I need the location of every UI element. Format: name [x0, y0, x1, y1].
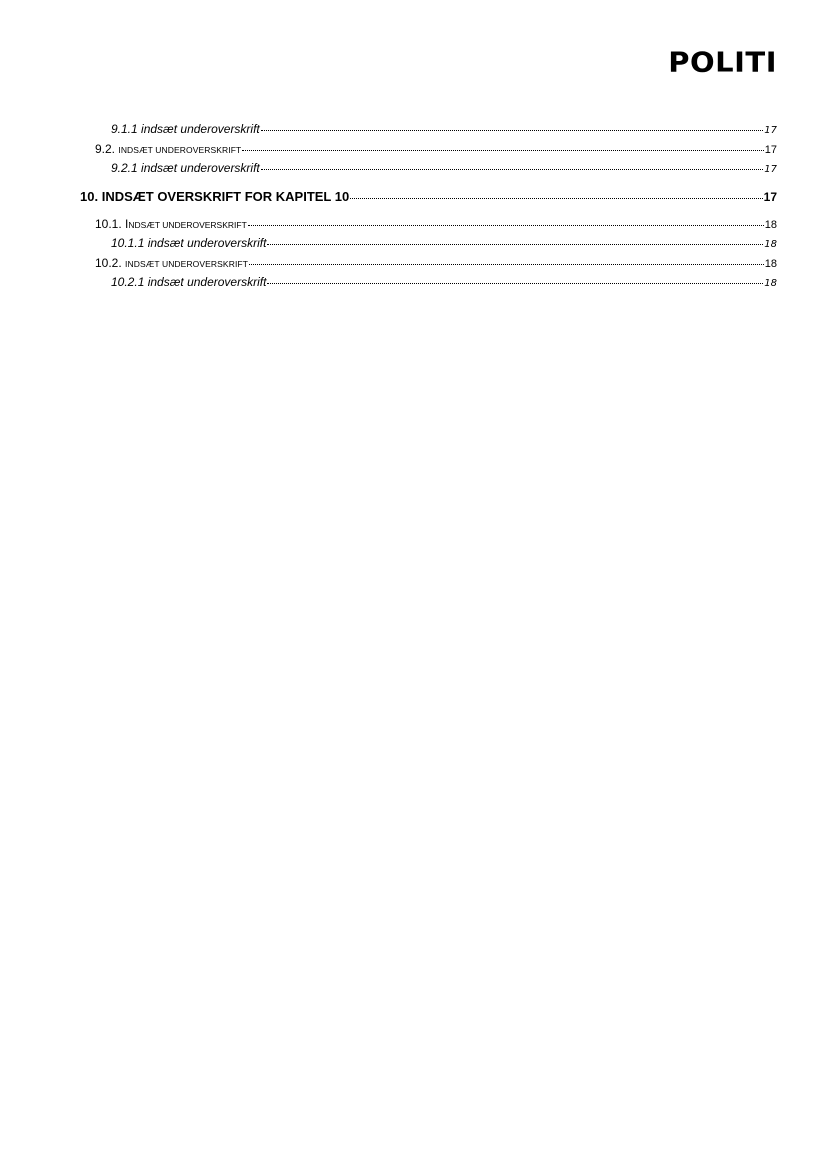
toc-leader: [248, 225, 764, 226]
toc-title: INDSÆT OVERSKRIFT FOR KAPITEL 10: [101, 189, 350, 204]
toc-entry-10-2[interactable]: [95, 257, 777, 270]
toc-page-number: 18: [764, 239, 777, 250]
toc-number: 9.1.1: [111, 122, 138, 136]
toc-leader: [261, 169, 764, 170]
toc-number: 10.: [80, 189, 99, 204]
toc-page-number: 18: [764, 278, 777, 289]
toc-number: 9.2.: [95, 142, 116, 156]
toc-page-number: 18: [764, 258, 777, 270]
toc-page-number: 17: [764, 164, 777, 175]
toc-title: INDSÆT UNDEROVERSKRIFT: [118, 145, 242, 155]
toc-entry-10[interactable]: [80, 190, 777, 203]
toc-leader: [267, 244, 763, 245]
toc-number: 9.2.1: [111, 161, 138, 175]
toc-entry-10-2-1[interactable]: [111, 276, 777, 289]
toc-title-rest: NDSÆT UNDEROVERSKRIFT: [128, 220, 247, 230]
toc-entry-9-2-1[interactable]: [111, 162, 777, 175]
toc-leader: [249, 264, 764, 265]
toc-number: 10.2.: [95, 256, 122, 270]
toc-entry-9-2[interactable]: [95, 143, 777, 156]
toc-title: INDSÆT UNDEROVERSKRIFT: [125, 259, 248, 269]
toc-leader: [261, 130, 764, 131]
toc-entry-9-1-1[interactable]: [111, 123, 777, 136]
toc-title: indsæt underoverskrift: [147, 275, 267, 289]
politi-logo: POLITI: [668, 45, 777, 79]
toc-title: [125, 218, 247, 230]
toc-number: 10.1.: [95, 217, 122, 231]
toc-page-number: 18: [764, 219, 777, 231]
toc-number: 10.1.1: [111, 236, 145, 250]
toc-title: indsæt underoverskrift: [141, 122, 260, 136]
toc-entry-10-1-1[interactable]: [111, 237, 777, 250]
toc-page-number: 17: [764, 125, 777, 136]
toc-number: 10.2.1: [111, 275, 145, 289]
toc-title: indsæt underoverskrift: [147, 236, 267, 250]
toc-title: indsæt underoverskrift: [141, 161, 260, 175]
toc-entry-10-1[interactable]: [95, 218, 777, 231]
toc-title-cap: I: [125, 217, 129, 231]
toc-leader: [267, 283, 763, 284]
toc-leader: [350, 198, 762, 199]
toc-leader: [242, 150, 763, 151]
toc-page-number: 17: [763, 190, 777, 204]
toc-page-number: 17: [764, 144, 777, 156]
